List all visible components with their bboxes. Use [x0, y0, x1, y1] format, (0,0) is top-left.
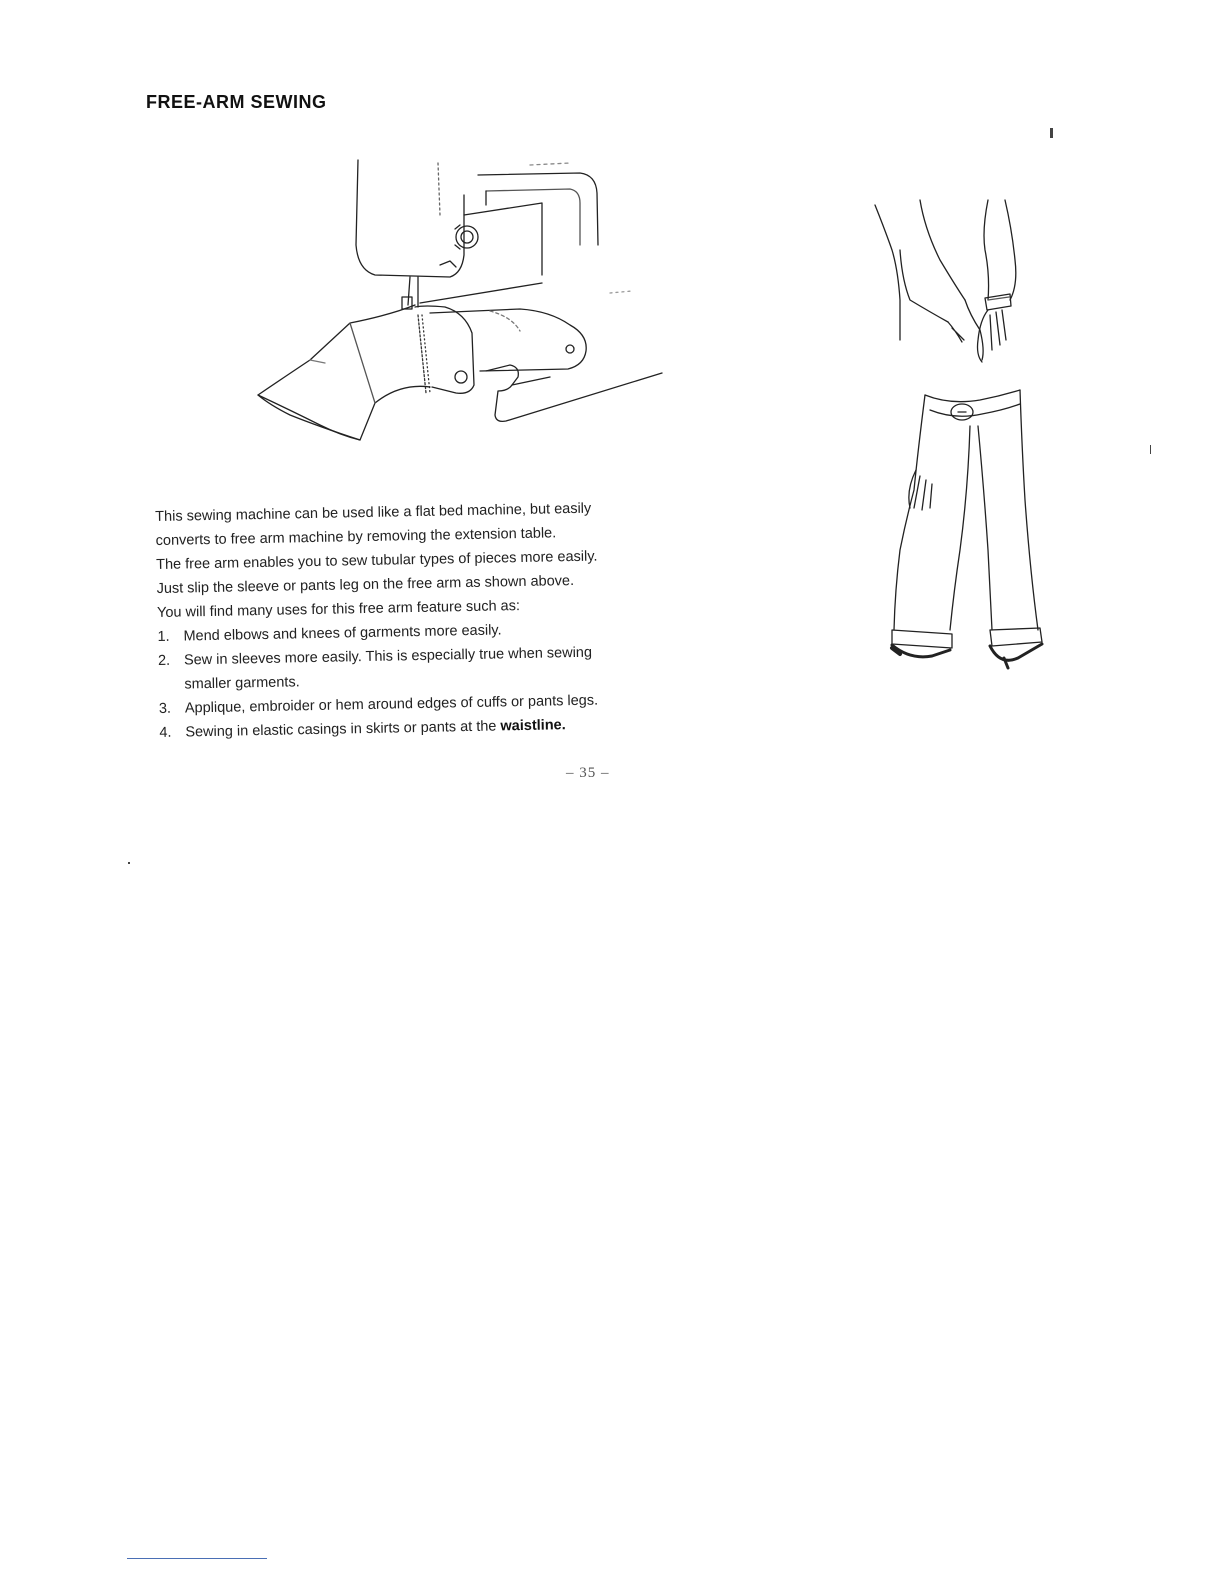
intro-line: Just slip the sleeve or pants leg on the free arm as shown above.	[156, 572, 575, 597]
intro-line: You will find many uses for this free arm feature such as:	[156, 598, 521, 621]
footer-rule	[127, 1558, 267, 1559]
list-emphasis: waistline.	[500, 717, 566, 735]
list-number: 2.	[157, 652, 171, 669]
list-number: 1.	[157, 628, 170, 645]
page-title: FREE-ARM SEWING	[146, 92, 327, 112]
list-number: 3.	[158, 700, 172, 717]
list-text-continuation: smaller garments.	[184, 674, 300, 693]
list-text: Sew in sleeves more easily. This is especially true when sewing	[183, 644, 593, 669]
scan-speck	[1050, 128, 1053, 138]
uses-list	[157, 614, 739, 745]
intro-line: converts to free arm machine by removing the extension table.	[155, 525, 557, 549]
scan-speck	[128, 862, 130, 864]
list-text: Applique, embroider or hem around edges of cuffs or pants legs.	[184, 692, 599, 717]
list-number: 4.	[159, 724, 172, 741]
person-in-garments-illustration	[870, 190, 1055, 680]
list-text: Sewing in elastic casings in skirts or pants at the	[185, 718, 501, 741]
intro-line: This sewing machine can be used like a flat bed machine, but easily	[155, 500, 592, 525]
sewing-machine-illustration	[250, 155, 670, 460]
list-text: Mend elbows and knees of garments more easily.	[183, 622, 502, 645]
page-number: – 35 –	[566, 765, 610, 781]
scan-speck	[1150, 445, 1151, 454]
body-text	[155, 494, 740, 745]
intro-line: The free arm enables you to sew tubular types of pieces more easily.	[155, 548, 598, 573]
